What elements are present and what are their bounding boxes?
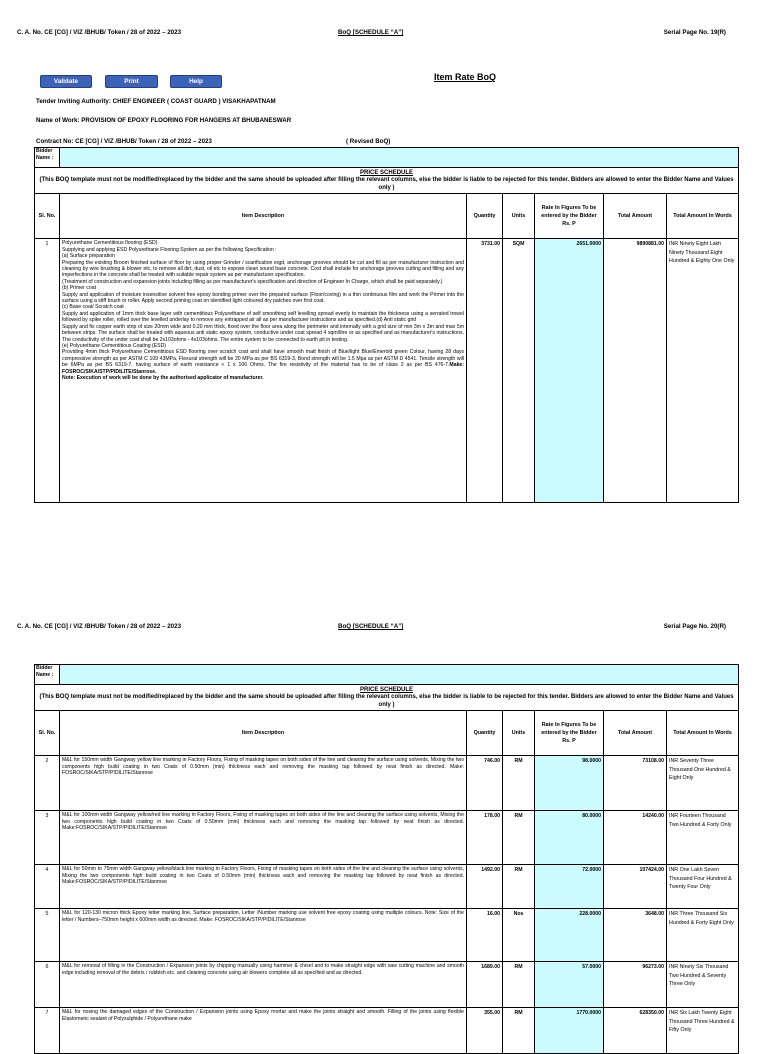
page-title: Item Rate BoQ [434, 72, 497, 82]
rate-input[interactable]: 2651.0000 [535, 239, 604, 503]
table-row [35, 811, 739, 865]
amount-in-words-cell: INR One Lakh Seven Thousand Four Hundred & Twenty Four Only [667, 865, 739, 909]
amount-in-words-cell: INR Fourteen Thousand Two Hundred & Forty Only [667, 811, 739, 865]
col-header-total: Total Amount [604, 711, 667, 756]
quantity-cell: 355.00 [467, 1008, 503, 1054]
quantity-cell: 3731.00 [467, 239, 503, 503]
item-description: M&L for 120-130 micron thick Epoxy letter marking line, Surface preparation, Letter /Number marking use solvent free epoxy coating using multiple colours. Note: Size of the letter / Numbers–750mm height x 600mm width as directed. Make: FOSROC/SIKA/STP/PIDILITE/Stanrose [60, 909, 467, 962]
units-cell: RM [503, 865, 535, 909]
col-header-quantity: Quantity [467, 711, 503, 756]
serial-page-number: Serial Page No. 19(R) [663, 29, 726, 36]
rate-input[interactable]: 98.0000 [535, 756, 604, 811]
total-amount-cell: 3648.00 [604, 909, 667, 962]
col-header-total: Total Amount [604, 194, 667, 239]
total-amount-cell: 14240.00 [604, 811, 667, 865]
rate-sub-label: Rs. P [562, 738, 576, 745]
bidder-name-label: Bidder Name : [35, 665, 60, 685]
col-header-rate: Rate In Figures To be entered by the Bidder Rs. P [535, 194, 604, 239]
col-header-units: Units [503, 711, 535, 756]
item-description: Polyurethane Cementitious flooring (ESD) Supplying and applying ESD Polyurethane Flooring System as per the following Specification : (a) Surface preparation Preparing the existing Broom finished surface of floor by using proper Grinder / scarification eqpt, anchorage grooves should be cut and fill as per manufacturer instruction and cleaning by wire brushing & blower etc, to remove all dirt, dust, oil etc to expose clean sound base concrete. Cost shall include for anchorage grooves cutting and filling and any imperfections in the concrete shall be treated with suitable repair system as per manufacturer specification. (Treatment of construction and expansion joints including filling as per manufacturer's specification and direction of Engineer In Charge, which shall be paid separately.) (b) Primer coat Supply and application of moisture insensitive solvent free epoxy bonding primer over the prepared surface (Floor/coving) in a thin continuous film and work the Primer into the surface using a stiff brush or roller. Apply second priming coat on identified light coloured dry patches over first coat. (c) Base coat/ Scratch coat Supply and application of 1mm thick base layer with cementitious Polyurethane of self smoothing self levelling spread evenly to maintain the thickness using a serrated trowel followed by spike roller, rolled over the levelled underlay to remove any entrapped air all as per manufacturer instructions and as specified.(d) Anti static grid Supply and fix copper earth strip of size 20mm wide and 0.20 mm thick, fixed over the floor area along the perimeter and internally with a grid size of min 3m x 3m and max 5m between strips. The surface shall be treated with aqueous anti static epoxy system, conductive under coat spread 4 sqm/litre or as specified and as manufacturer's instructions. The conductivity of the under coat shall be 2x103ohms - 4x103ohms. The entire system to be connected to earth pit in testing. (e) Polyurethane Cementitious Coating (ESD) Providing 4mm thick Polyurethane Cementitious ESD flooring over scratch coat and shall have smooth matt finish of Blue/light Blue/Emerold green Colour, having 28 days compressive strength as per ASTM C 109 43MPa, Flexural strength will be 20 MPa as per BS 6319-3, Bond strength will be 1.5 Mpa as per ASTM D 4541. Tensile strength will be 6MPa as per BS 6319-7. having surface of earth resistance < 1 x 106 Ohms. The fire resistivity of the material has to be of class 2 as per BS 476-7.Make: FOSROC/SIKA/STP/PIDILITE/Stanrose. Note: Execution of work will be done by the authorised applicator of manufacturer. [60, 239, 467, 503]
execution-note: Note: Execution of work will be done by the authorised applicator of manufacturer. [62, 374, 264, 381]
price-schedule-title: PRICE SCHEDULE [360, 170, 414, 176]
sl-number: 1 [35, 239, 60, 503]
item-description: M&L for removal of filling in the Construction / Expansion joints by chipping manually using hammer & chisel and to make straight edge with saw cutting machine and smooth edge including removal of the debris / rubbish etc. and cleaning concrete using air blowers complete all as specified and as directed. [60, 962, 467, 1008]
sl-number: 6 [35, 962, 60, 1008]
quantity-cell: 746.00 [467, 756, 503, 811]
price-schedule-title: PRICE SCHEDULE [360, 687, 414, 693]
quantity-cell: 16.00 [467, 909, 503, 962]
units-cell: RM [503, 962, 535, 1008]
revised-boq-label: ( Revised BoQ) [346, 138, 391, 145]
total-amount-cell: 9890881.00 [604, 239, 667, 503]
sl-number: 2 [35, 756, 60, 811]
col-header-quantity: Quantity [467, 194, 503, 239]
rate-input[interactable]: 228.0000 [535, 909, 604, 962]
table-row [35, 1008, 739, 1054]
item-description: M&L for 100mm width Gangway yellow/red line marking in Factory Floors, Fixing of masking tapes on both sides of the line and cleaning the surface using solvents, Mixing the two components high build coating in two Coats of 0.50mm (min) thickness each and removing the masking tap followed by neat finish as directed. Make:FOSROC/SIKA/STP/PIDILITE/Stanrose [60, 811, 467, 865]
amount-in-words-cell: INR Three Thousand Six Hundred & Forty Eight Only [667, 909, 739, 962]
table-row [35, 756, 739, 811]
sl-number: 4 [35, 865, 60, 909]
col-header-units: Units [503, 194, 535, 239]
rate-input[interactable]: 80.0000 [535, 811, 604, 865]
rate-input[interactable]: 1770.0000 [535, 1008, 604, 1054]
total-amount-cell: 96273.00 [604, 962, 667, 1008]
amount-in-words-cell: INR Seventy Three Thousand One Hundred & Eight Only [667, 756, 739, 811]
amount-in-words-cell: INR Ninety Eight Lakh Ninety Thousand Eight Hundred & Eighty One Only [667, 239, 739, 503]
table-row [35, 865, 739, 909]
boq-template-note: (This BOQ template must not be modified/replaced by the bidder and the same should be uploaded after filling the relevant columns, else the bidder is liable to be rejected for this tender. Bidders are allowed to enter the Bidder Name and Values only ) [39, 177, 734, 192]
bidder-name-input[interactable] [60, 665, 739, 685]
col-header-item: Item Description [60, 194, 467, 239]
units-cell: RM [503, 1008, 535, 1054]
item-description: M&L for 50mm to 75mm width Gangway yellow/black line marking in Factory Floors, Fixing of masking tapes on both sides of the line and cleaning the surface using solvents, Mixing the two components high build coating in two Coats of 0.50mm (min) thickness each and removing the masking tap followed by neat finish as directed. Make:FOSROC/SIKA/STP/PIDILITE/Stanrose [60, 865, 467, 909]
boq-table-page-19 [34, 147, 739, 503]
item-description: M&L for nosing the damaged edges of the Construction / Expansion joints using Epoxy mortar and make the joints straight and smooth. Filling of the joints using flexible Elastomeric sealant of Polysulphide / Polyurethane make [60, 1008, 467, 1054]
sl-number: 3 [35, 811, 60, 865]
contract-number: Contract No: CE [CG] / VIZ /BHUB/ Token / 28 of 2022 – 2023 [36, 138, 212, 145]
quantity-cell: 178.00 [467, 811, 503, 865]
total-amount-cell: 73108.00 [604, 756, 667, 811]
col-header-sl: Sl. No. [35, 711, 60, 756]
quantity-cell: 1492.00 [467, 865, 503, 909]
table-row [35, 239, 739, 503]
units-cell: SQM [503, 239, 535, 503]
quantity-cell: 1689.00 [467, 962, 503, 1008]
bidder-name-label: Bidder Name : [35, 148, 60, 168]
total-amount-cell: 107424.00 [604, 865, 667, 909]
units-cell: RM [503, 756, 535, 811]
item-description: M&L for 150mm width Gangway yellow line marking in Factory Floors, Fixing of masking tapes on both sides of the line and cleaning the surface using solvents, Mixing the two components high build coating in two Coats of 0.50mm (min) thickness each and removing the masking tap followed by neat finish as directed. Make: FOSROC/SIKA/STP/PIDILITE/Stanrose [60, 756, 467, 811]
sl-number: 7 [35, 1008, 60, 1054]
amount-in-words-cell: INR Ninety Six Thousand Two Hundred & Seventy Three Only [667, 962, 739, 1008]
bidder-name-input[interactable] [60, 148, 739, 168]
amount-in-words-cell: INR Six Lakh Twenty Eight Thousand Three Hundred & Fifty Only [667, 1008, 739, 1054]
print-button[interactable]: Print [105, 75, 158, 88]
total-amount-cell: 628350.00 [604, 1008, 667, 1054]
help-button[interactable]: Help [170, 75, 222, 88]
col-header-sl: Sl. No. [35, 194, 60, 239]
tender-authority: Tender Inviting Authority: CHIEF ENGINEER ( COAST GUARD ) VISAKHAPATNAM [36, 98, 276, 105]
schedule-header: BoQ [SCHEDULE “A”] [338, 29, 404, 36]
make-note: Make: FOSROC/SIKA/STP/PIDILITE/Stanrose. [62, 362, 464, 375]
col-header-words: Total Amount In Words [667, 711, 739, 756]
col-header-rate: Rate In Figures To be entered by the Bidder Rs. P [535, 711, 604, 756]
col-header-words: Total Amount In Words [667, 194, 739, 239]
rate-sub-label: Rs. P [562, 221, 576, 228]
rate-input[interactable]: 72.0000 [535, 865, 604, 909]
boq-table-page-20 [34, 664, 739, 1054]
contract-ref-header: C. A. No. CE [CG] / VIZ /BHUB/ Token / 28 of 2022 – 2023 [17, 623, 182, 630]
units-cell: Nos [503, 909, 535, 962]
validate-button[interactable]: Validate [40, 75, 92, 88]
table-row [35, 909, 739, 962]
boq-template-note: (This BOQ template must not be modified/replaced by the bidder and the same should be uploaded after filling the relevant columns, else the bidder is liable to be rejected for this tender. Bidders are allowed to enter the Bidder Name and Values only ) [39, 694, 734, 709]
schedule-header: BoQ [SCHEDULE “A”] [338, 623, 404, 630]
sl-number: 5 [35, 909, 60, 962]
work-name: Name of Work: PROVISION OF EPOXY FLOORING FOR HANGERS AT BHUBANESWAR [36, 117, 292, 124]
contract-ref-header: C. A. No. CE [CG] / VIZ /BHUB/ Token / 28 of 2022 – 2023 [17, 29, 182, 36]
rate-input[interactable]: 57.0000 [535, 962, 604, 1008]
col-header-item: Item Description [60, 711, 467, 756]
units-cell: RM [503, 811, 535, 865]
serial-page-number: Serial Page No. 20(R) [663, 623, 726, 630]
table-row [35, 962, 739, 1008]
